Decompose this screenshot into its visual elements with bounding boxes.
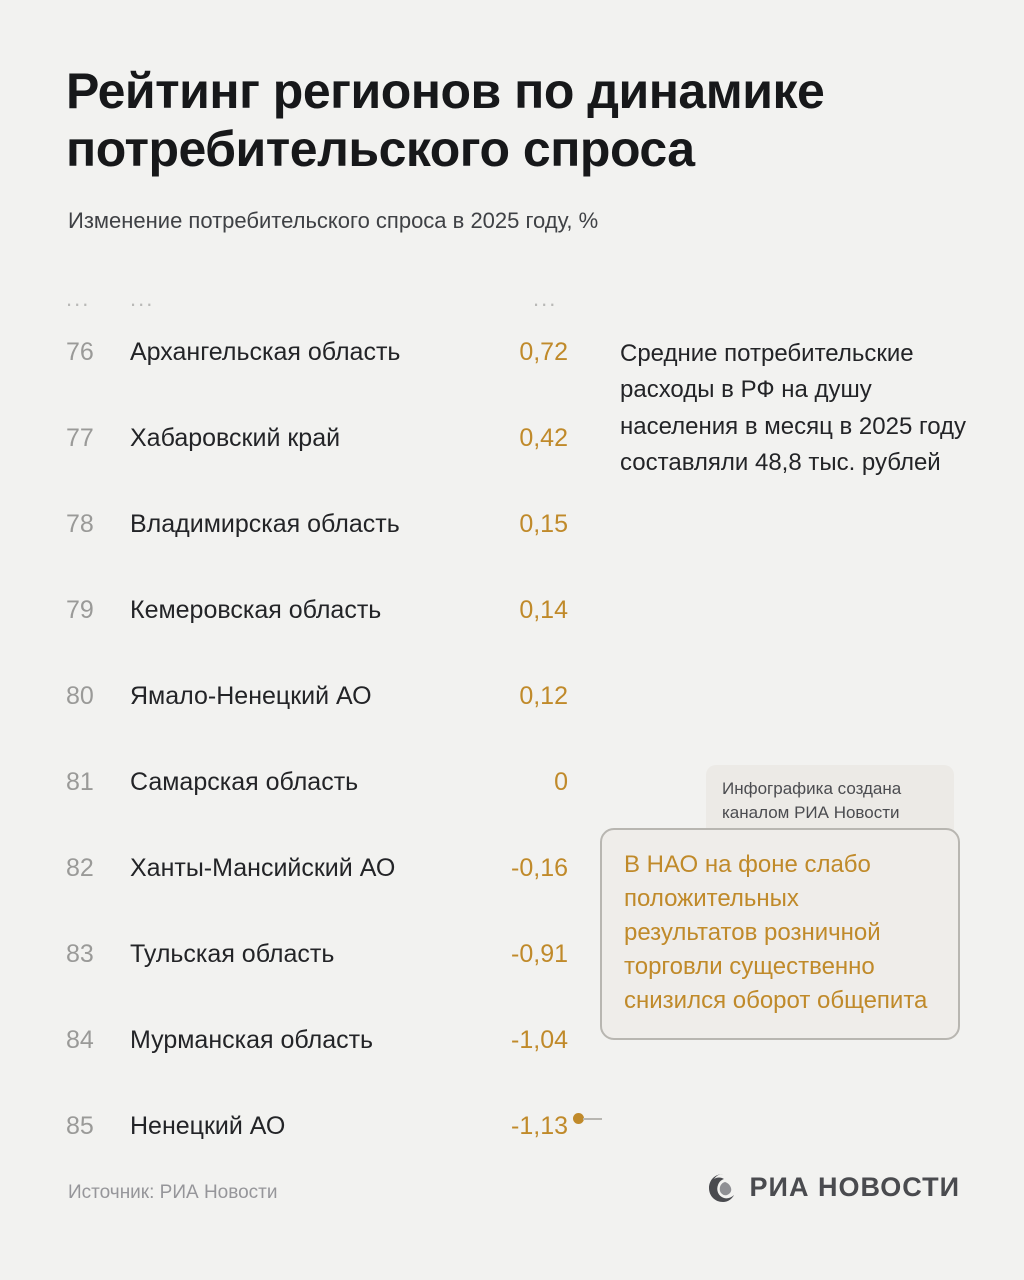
- row-region: Самарская область: [130, 768, 359, 796]
- row-value: -1,04: [511, 1026, 568, 1054]
- row-value: 0,15: [519, 510, 568, 538]
- brand-name: РИА НОВОСТИ: [749, 1172, 960, 1202]
- callout-leader-line: [583, 1118, 602, 1120]
- brand-logo: [708, 1172, 960, 1203]
- table-row: [0, 674, 1024, 760]
- row-region: Владимирская область: [130, 510, 400, 538]
- row-value: 0,72: [519, 338, 568, 366]
- table-ellipsis-row: [0, 286, 1024, 310]
- row-value: 0,14: [519, 596, 568, 624]
- row-rank: 78: [66, 510, 94, 538]
- row-rank: 80: [66, 682, 94, 710]
- row-value: 0,42: [519, 424, 568, 452]
- ellipsis-value: ...: [533, 286, 558, 311]
- row-region: Хабаровский край: [130, 424, 341, 452]
- table-row: [0, 502, 1024, 588]
- row-rank: 85: [66, 1112, 94, 1140]
- table-row: [0, 588, 1024, 674]
- row-region: Тульская область: [130, 940, 335, 968]
- row-value: -1,13: [511, 1112, 568, 1140]
- side-note: Средние потребительские расходы в РФ на душу населения в месяц в 2025 году составляли 48,8 тыс. рублей: [620, 340, 967, 477]
- page-title: Рейтинг регионов по динамике потребительского спроса: [66, 63, 825, 177]
- row-value: 0,12: [519, 682, 568, 710]
- ellipsis-name: ...: [130, 286, 155, 311]
- row-rank: 81: [66, 768, 94, 796]
- row-region: Ямало-Ненецкий АО: [130, 682, 372, 710]
- callout-box: В НАО на фоне слабо положительных результатов розничной торговли существенно снизился оборот общепита: [600, 828, 960, 1040]
- row-region: Ханты-Мансийский АО: [130, 854, 396, 882]
- ria-swirl-icon: [708, 1173, 738, 1203]
- row-rank: 76: [66, 338, 94, 366]
- row-region: Кемеровская область: [130, 596, 382, 624]
- ellipsis-rank: ...: [66, 286, 91, 311]
- row-rank: 77: [66, 424, 94, 452]
- row-value: -0,16: [511, 854, 568, 882]
- row-value: -0,91: [511, 940, 568, 968]
- row-rank: 79: [66, 596, 94, 624]
- row-region: Ненецкий АО: [130, 1112, 286, 1140]
- page-subtitle: Изменение потребительского спроса в 2025 году, %: [68, 208, 599, 233]
- created-by-tag: Инфографика создана каналом РИА Новости: [706, 765, 954, 839]
- row-region: Архангельская область: [130, 338, 401, 366]
- row-region: Мурманская область: [130, 1026, 374, 1054]
- row-rank: 83: [66, 940, 94, 968]
- row-value: 0: [554, 768, 568, 796]
- row-rank: 82: [66, 854, 94, 882]
- source-label: Источник: РИА Новости: [68, 1182, 278, 1203]
- row-rank: 84: [66, 1026, 94, 1054]
